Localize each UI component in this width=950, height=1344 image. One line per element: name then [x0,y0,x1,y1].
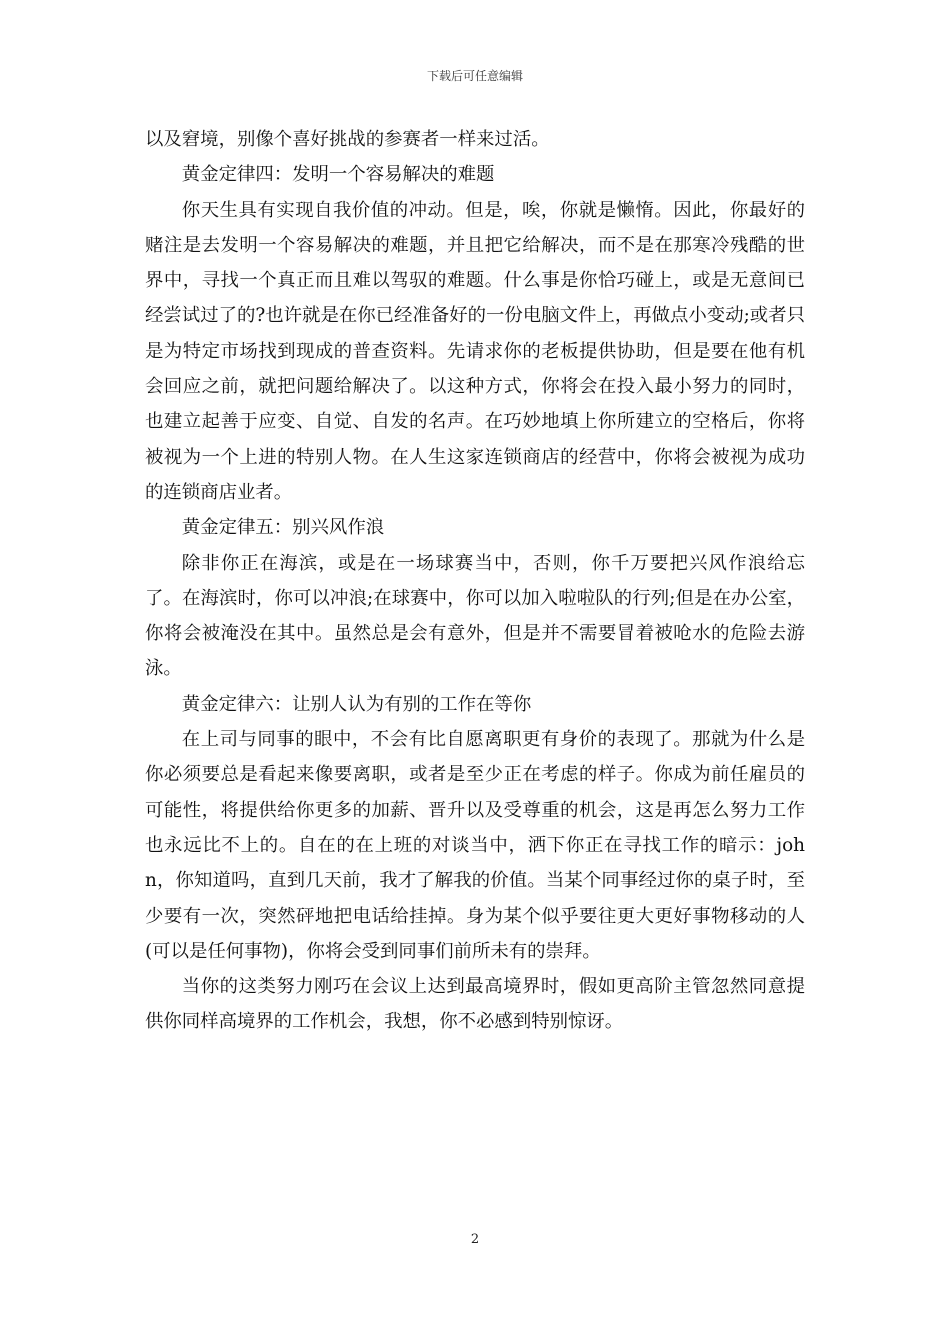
paragraph-continuation: 以及窘境，别像个喜好挑战的参赛者一样来过活。 [145,129,550,150]
section-heading-rule-5: 黄金定律五：别兴风作浪 [181,517,385,539]
page-header: 下载后可任意编辑 [426,69,523,83]
section-heading-rule-4: 黄金定律四：发明一个容易解决的难题 [181,164,495,186]
paragraph-rule-4: 你天生具有实现自我价值的冲动。但是，唉，你就是懒惰。因此，你最好的赌注是去发明一个容易解决的难题，并且把它给解决，而不是在那寒冷残酷的世界中，寻找一个真正而且难以驾驭的难题。什么事是你恰巧碰上，或是无意间已经尝试过了的?也许就是在你已经准备好的一份电脑文件上，再做点小变动;或者只是为特定市场找到现成的普查资料。先请求你的老板提供协助，但是要在他有机会回应之前，就把问题给解决了。以这种方式，你将会在投入最小努力的同时，也建立起善于应变、自觉、自发的名声。在巧妙地填上你所建立的空格后，你将被视为一个上进的特别人物。在人生这家连锁商店的经营中，你将会被视为成功的连锁商店业者。 [145,199,805,503]
page-number: 2 [470,1232,480,1247]
section-heading-rule-6: 黄金定律六：让别人认为有别的工作在等你 [181,693,532,715]
document-body [145,122,805,1040]
paragraph-rule-6: 在上司与同事的眼中，不会有比自愿离职更有身价的表现了。那就为什么是你必须要总是看起来像要离职，或者是至少正在考虑的样子。你成为前任雇员的可能性，将提供给你更多的加薪、晋升以及受尊重的机会，这是再怎么努力工作也永远比不上的。自在的在上班的对谈当中，洒下你正在寻找工作的暗示：john，你知道吗，直到几天前，我才了解我的价值。当某个同事经过你的桌子时，至少要有一次，突然砰地把电话给挂掉。身为某个似乎要往更大更好事物移动的人(可以是任何事物)，你将会受到同事们前所未有的崇拜。 [145,729,805,962]
paragraph-closing: 当你的这类努力刚巧在会议上达到最高境界时，假如更高阶主管忽然同意提供你同样高境界的工作机会，我想，你不必感到特别惊讶。 [145,976,805,1033]
paragraph-rule-5: 除非你正在海滨，或是在一场球赛当中，否则，你千万要把兴风作浪给忘了。在海滨时，你可以冲浪;在球赛中，你可以加入啦啦队的行列;但是在办公室，你将会被淹没在其中。虽然总是会有意外，但是并不需要冒着被呛水的危险去游泳。 [145,552,805,680]
